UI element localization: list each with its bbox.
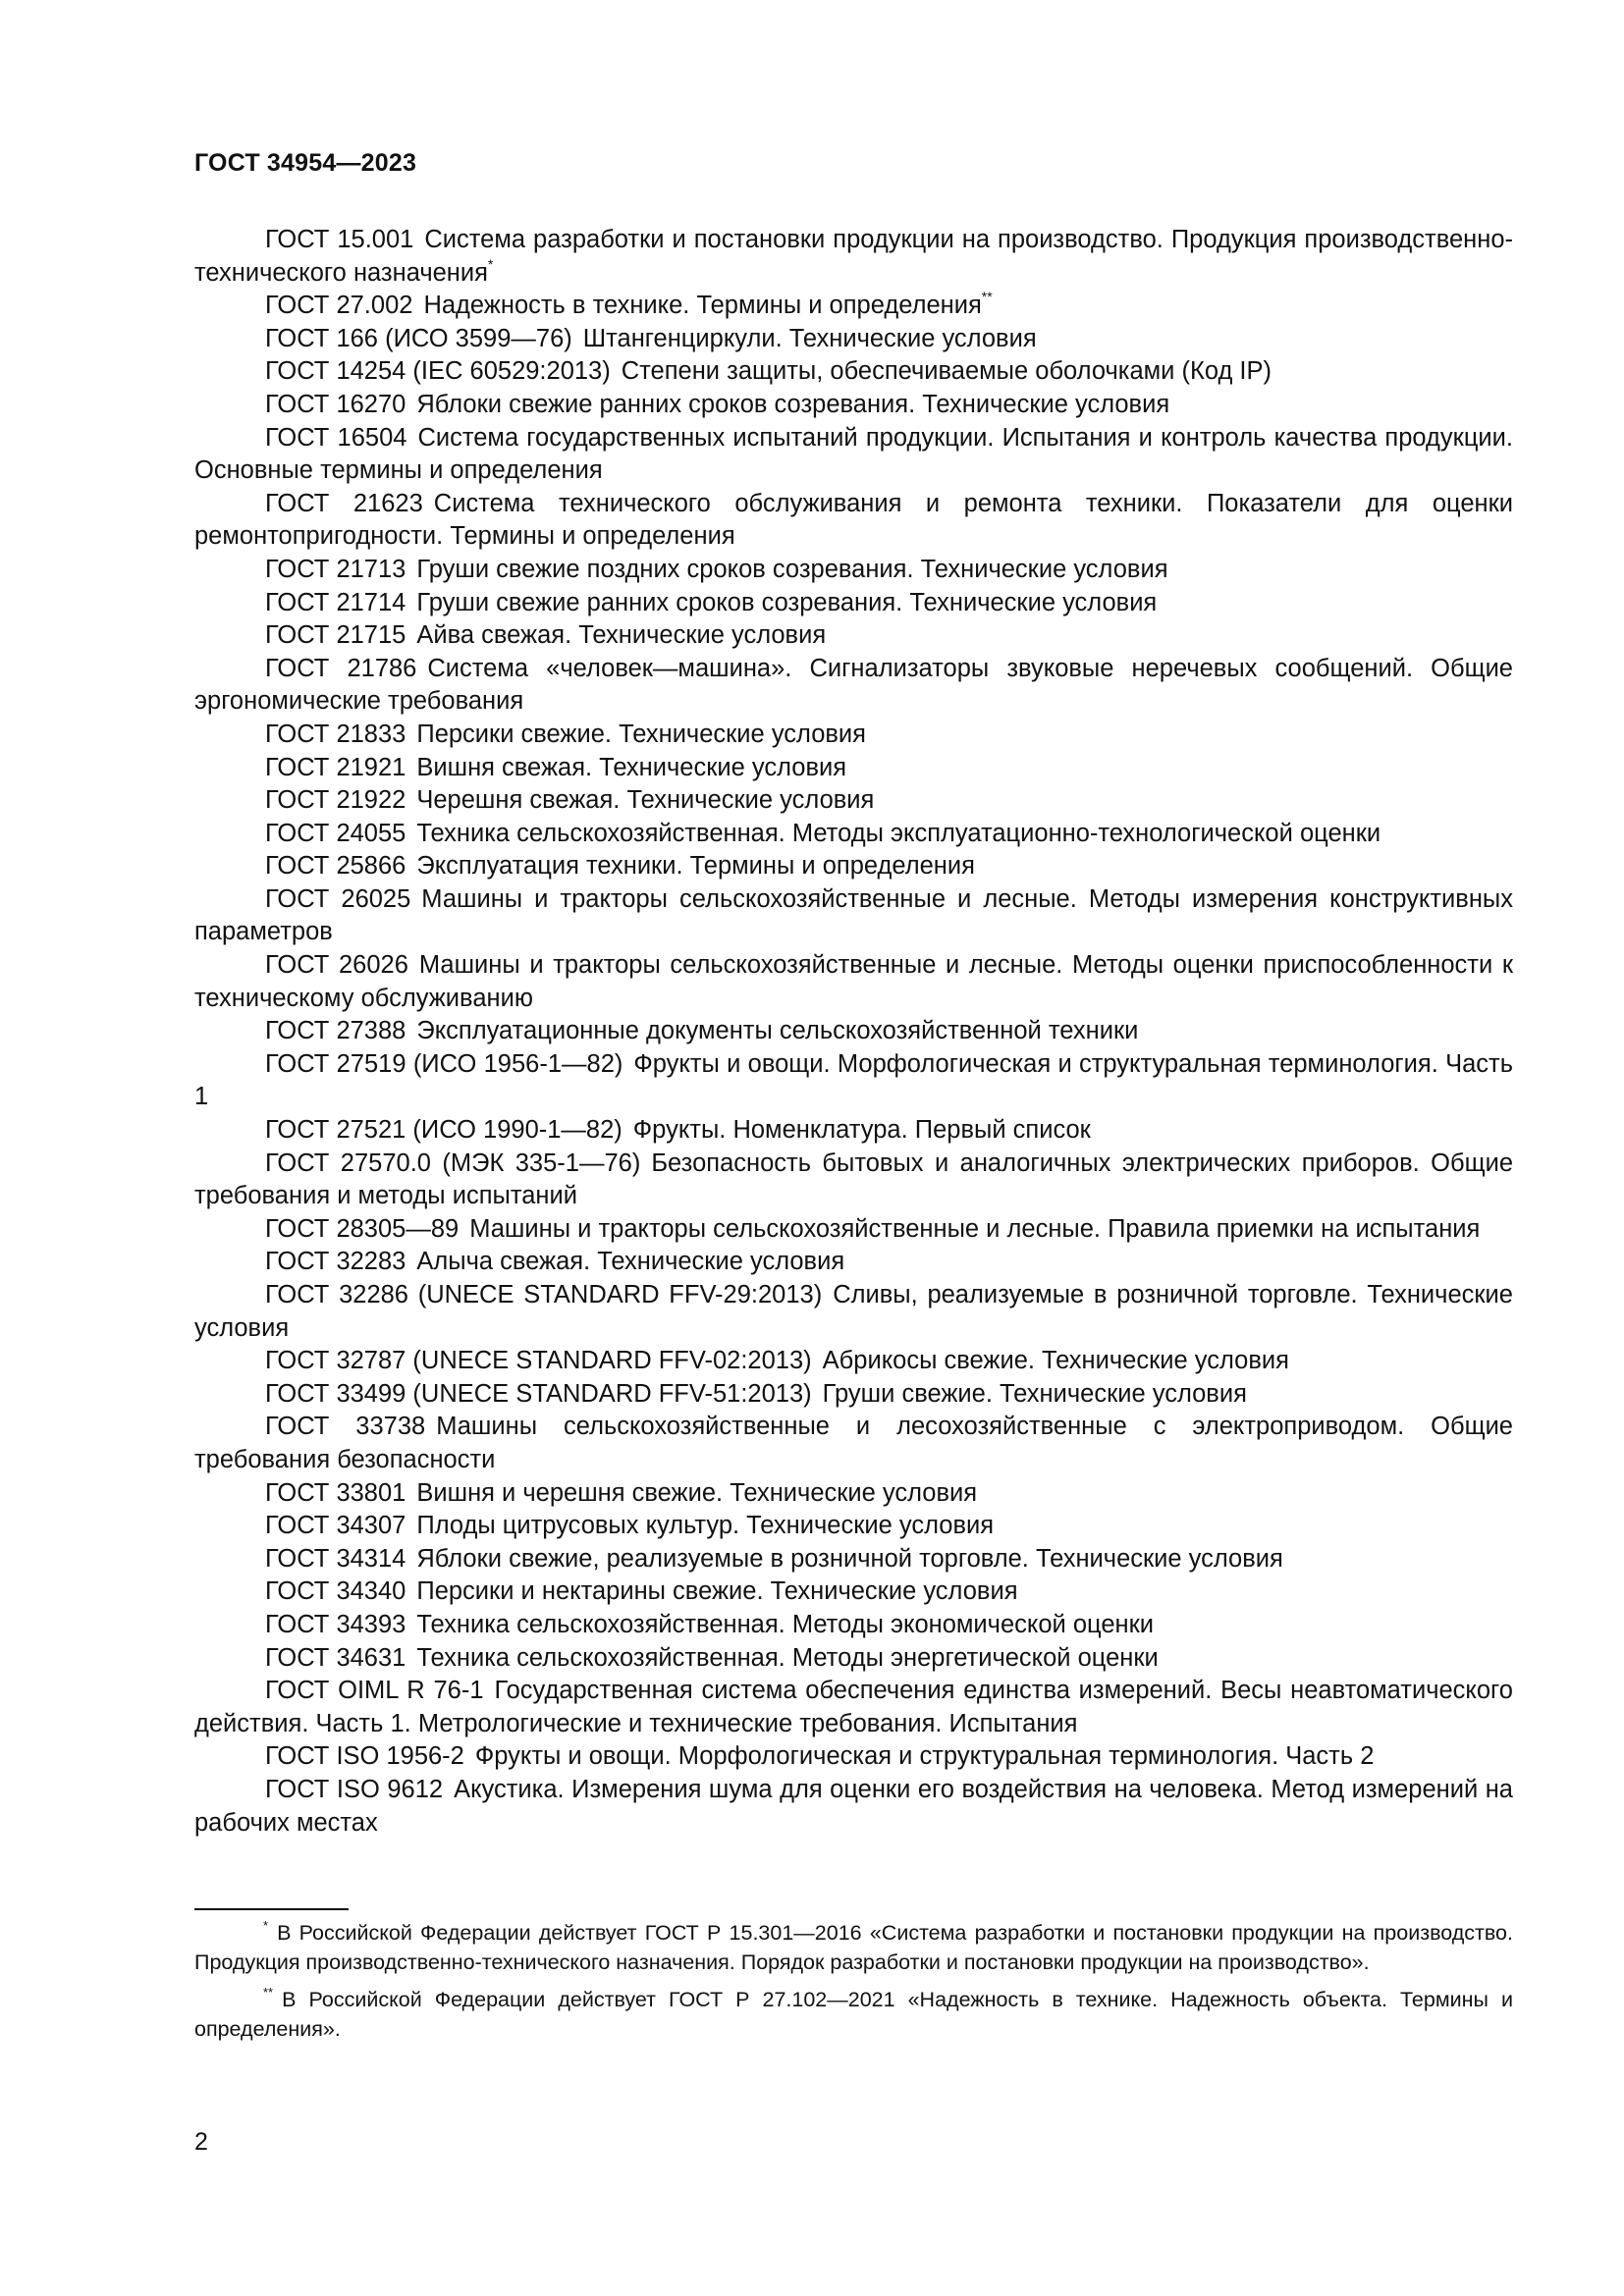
- reference-title: Система технического обслуживания и ремонта техники. Показатели для оценки ремонтопригодности. Термины и определения: [194, 489, 1513, 551]
- reference-title: Машины и тракторы сельскохозяйственные и лесные. Правила приемки на испытания: [469, 1214, 1481, 1243]
- reference-item: [194, 1609, 1513, 1642]
- reference-title: Черешня свежая. Технические условия: [416, 786, 875, 815]
- reference-code: ГОСТ 21715: [265, 621, 406, 650]
- reference-item: [194, 752, 1513, 785]
- reference-title: Система «человек—машина». Сигнализаторы звуковые неречевых сообщений. Общие эргономические требования: [194, 654, 1513, 716]
- reference-code: ГОСТ 21921: [265, 753, 406, 781]
- reference-title: Машины и тракторы сельскохозяйственные и лесные. Методы измерения конструктивных параметров: [194, 884, 1513, 946]
- reference-code: ГОСТ 24055: [265, 819, 406, 847]
- reference-code: ГОСТ OIML R 76-1: [265, 1677, 484, 1705]
- reference-item: [194, 1675, 1513, 1740]
- reference-item: [194, 1148, 1513, 1213]
- reference-item: [194, 1246, 1513, 1279]
- reference-item: [194, 1477, 1513, 1511]
- reference-title: Степени защиты, обеспечиваемые оболочками (Код IP): [621, 357, 1272, 386]
- reference-code: ГОСТ 166 (ИСО 3599—76): [265, 324, 572, 352]
- reference-code: ГОСТ 15.001: [265, 226, 414, 253]
- reference-title: Техника сельскохозяйственная. Методы экономической оценки: [416, 1610, 1155, 1638]
- reference-item: [194, 224, 1513, 290]
- reference-title: Надежность в технике. Термины и определения: [423, 292, 982, 320]
- reference-item: [194, 818, 1513, 851]
- reference-code: ГОСТ 16270: [265, 390, 406, 418]
- reference-code: ГОСТ 21833: [265, 720, 406, 748]
- reference-code: ГОСТ 21714: [265, 588, 406, 616]
- reference-item: [194, 719, 1513, 752]
- reference-item: [194, 1543, 1513, 1576]
- reference-title: Плоды цитрусовых культур. Технические условия: [416, 1512, 995, 1540]
- reference-item: [194, 1015, 1513, 1048]
- reference-item: [194, 488, 1513, 554]
- reference-title: Акустика. Измерения шума для оценки его воздействия на человека. Метод измерений на рабочих местах: [194, 1775, 1513, 1837]
- reference-code: ГОСТ 14254 (IEC 60529:2013): [265, 357, 611, 386]
- footnote-text: В Российской Федерации действует ГОСТ Р 15.301—2016 «Система разработки и постановки продукции на производство. Продукция производственно-технического назначения. Порядок разработки и постановки продукции на производство».: [194, 1921, 1513, 1974]
- reference-item: [194, 1213, 1513, 1247]
- reference-code: ГОСТ 27388: [265, 1017, 406, 1045]
- footnote-text: В Российской Федерации действует ГОСТ Р 27.102—2021 «Надежность в технике. Надежность объекта. Термины и определения».: [194, 1988, 1513, 2041]
- reference-code: ГОСТ 21786: [265, 654, 417, 682]
- reference-code: ГОСТ 16504: [265, 423, 407, 452]
- reference-item: [194, 883, 1513, 949]
- reference-code: ГОСТ 34307: [265, 1512, 406, 1540]
- reference-item: [194, 850, 1513, 883]
- reference-item: [194, 323, 1513, 356]
- reference-item: [194, 653, 1513, 719]
- reference-code: ГОСТ 25866: [265, 852, 406, 881]
- reference-code: ГОСТ 27519 (ИСО 1956-1—82): [265, 1049, 623, 1078]
- reference-item: [194, 1642, 1513, 1676]
- reference-title: Эксплуатация техники. Термины и определения: [416, 852, 975, 881]
- reference-title: Техника сельскохозяйственная. Методы энергетической оценки: [416, 1643, 1159, 1672]
- reference-item: [194, 1114, 1513, 1148]
- reference-title: Машины и тракторы сельскохозяйственные и лесные. Методы оценки приспособленности к техническому обслуживанию: [194, 951, 1513, 1012]
- reference-title: Айва свежая. Технические условия: [416, 621, 827, 650]
- reference-item: [194, 1378, 1513, 1412]
- footnote-item: [194, 1919, 1513, 1977]
- reference-code: ГОСТ 21713: [265, 555, 406, 583]
- normative-references-list: [194, 224, 1513, 1840]
- reference-code: ГОСТ 27521 (ИСО 1990-1—82): [265, 1116, 623, 1145]
- reference-title: Система государственных испытаний продукции. Испытания и контроль качества продукции. Основные термины и определения: [194, 423, 1513, 485]
- reference-code: ГОСТ 33738: [265, 1413, 426, 1441]
- reference-code: ГОСТ 34340: [265, 1577, 406, 1606]
- reference-title: Абрикосы свежие. Технические условия: [822, 1347, 1289, 1375]
- reference-item: [194, 1279, 1513, 1345]
- reference-item: [194, 1048, 1513, 1114]
- reference-code: ГОСТ 34314: [265, 1544, 406, 1573]
- reference-code: ГОСТ 26026: [265, 951, 408, 980]
- reference-code: ГОСТ ISO 9612: [265, 1775, 444, 1803]
- reference-title: Эксплуатационные документы сельскохозяйственной техники: [416, 1017, 1139, 1045]
- reference-title: Груши свежие поздних сроков созревания. Технические условия: [416, 555, 1168, 583]
- reference-item: [194, 422, 1513, 488]
- reference-code: ГОСТ 34393: [265, 1610, 406, 1638]
- reference-code: ГОСТ 27.002: [265, 292, 413, 320]
- reference-code: ГОСТ 33801: [265, 1478, 406, 1507]
- reference-title: Техника сельскохозяйственная. Методы эксплуатационно-технологической оценки: [416, 819, 1381, 847]
- reference-item: [194, 1510, 1513, 1543]
- reference-title: Вишня и черешня свежие. Технические условия: [416, 1478, 978, 1507]
- reference-code: ГОСТ 27570.0 (МЭК 335-1—76): [265, 1148, 641, 1177]
- footnote-marker: **: [981, 289, 993, 305]
- reference-title: Государственная система обеспечения единства измерений. Весы неавтоматического действия. Часть 1. Метрологические и технические требования. Испытания: [194, 1677, 1513, 1737]
- reference-code: ГОСТ 34631: [265, 1643, 406, 1672]
- reference-title: Фрукты и овощи. Морфологическая и структуральная терминология. Часть 1: [194, 1049, 1513, 1111]
- reference-code: ГОСТ 21922: [265, 786, 406, 815]
- reference-code: ГОСТ 21623: [265, 489, 423, 517]
- reference-item: [194, 949, 1513, 1015]
- reference-item: [194, 1774, 1513, 1840]
- reference-item: [194, 1411, 1513, 1476]
- reference-code: ГОСТ 32283: [265, 1248, 406, 1276]
- reference-code: ГОСТ ISO 1956-2: [265, 1742, 464, 1771]
- reference-title: Сливы, реализуемые в розничной торговле. Технические условия: [194, 1281, 1513, 1342]
- reference-title: Яблоки свежие, реализуемые в розничной торговле. Технические условия: [416, 1544, 1283, 1573]
- footnote-marker: *: [487, 255, 494, 272]
- reference-code: ГОСТ 32286 (UNECE STANDARD FFV-29:2013): [265, 1281, 823, 1308]
- reference-code: ГОСТ 33499 (UNECE STANDARD FFV-51:2013): [265, 1379, 812, 1408]
- reference-item: [194, 389, 1513, 422]
- reference-title: Вишня свежая. Технические условия: [416, 753, 847, 781]
- footnotes: [194, 1919, 1513, 2044]
- document-header: ГОСТ 34954—2023: [194, 149, 417, 177]
- reference-title: Персики и нектарины свежие. Технические условия: [416, 1577, 1018, 1606]
- reference-item: [194, 554, 1513, 587]
- reference-title: Система разработки и постановки продукции на производство. Продукция производственно-технического назначения: [194, 226, 1513, 287]
- reference-title: Безопасность бытовых и аналогичных электрических приборов. Общие требования и методы испытаний: [194, 1148, 1513, 1210]
- reference-item: [194, 587, 1513, 620]
- reference-title: Яблоки свежие ранних сроков созревания. Технические условия: [416, 390, 1170, 418]
- reference-item: [194, 1345, 1513, 1378]
- page-number: 2: [194, 2128, 208, 2156]
- footnote-marker: *: [263, 1918, 269, 1933]
- reference-title: Фрукты. Номенклатура. Первый список: [632, 1116, 1091, 1145]
- reference-title: Персики свежие. Технические условия: [416, 720, 866, 748]
- reference-item: [194, 619, 1513, 653]
- reference-item: [194, 1740, 1513, 1774]
- reference-item: [194, 355, 1513, 389]
- reference-code: ГОСТ 26025: [265, 884, 411, 913]
- reference-title: Фрукты и овощи. Морфологическая и структуральная терминология. Часть 2: [474, 1742, 1375, 1771]
- reference-title: Груши свежие. Технические условия: [822, 1379, 1247, 1408]
- reference-item: [194, 290, 1513, 323]
- reference-title: Машины сельскохозяйственные и лесохозяйственные с электроприводом. Общие требования безопасности: [194, 1413, 1513, 1473]
- reference-title: Штангенциркули. Технические условия: [582, 324, 1037, 352]
- footnote-marker: **: [263, 1985, 274, 2000]
- footnote-item: [194, 1986, 1513, 2044]
- footnote-divider: [194, 1908, 349, 1910]
- reference-code: ГОСТ 28305—89: [265, 1214, 460, 1243]
- reference-title: Алыча свежая. Технические условия: [416, 1248, 845, 1276]
- reference-code: ГОСТ 32787 (UNECE STANDARD FFV-02:2013): [265, 1347, 812, 1375]
- reference-item: [194, 784, 1513, 818]
- reference-title: Груши свежие ранних сроков созревания. Технические условия: [416, 588, 1158, 616]
- reference-item: [194, 1575, 1513, 1609]
